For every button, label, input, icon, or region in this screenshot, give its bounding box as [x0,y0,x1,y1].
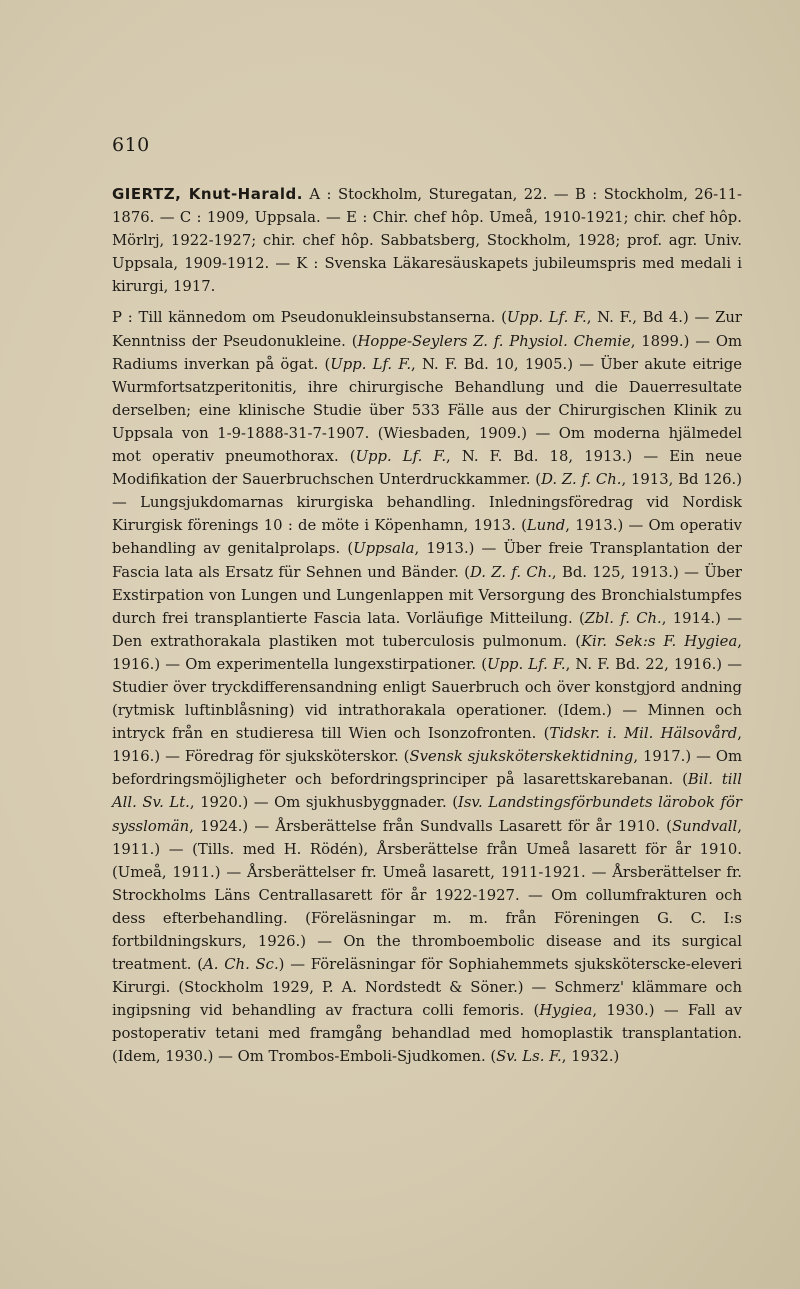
publication-text: , 1930.) — Fall av postoperativ tetani med framgång behandlad med homoplastik transplantation. (Idem, 1930.) — Om Trombos-Emboli-Sjudkomen. ( [112,1002,742,1066]
journal-citation: Uppsala [353,540,415,558]
page-number: 610 [112,134,150,156]
biography-entry [112,183,742,1069]
publication-text: , N. F., Bd 4.) — Zur Kenntniss der Pseudonukleine. ( [112,309,742,350]
journal-citation: Tidskr. i. Mil. Hälsovård [549,725,738,743]
journal-citation: Zbl. f. Ch. [584,609,662,627]
publication-text: , N. F. Bd. 22, 1916.) — Studier över tryckdifferensandning enligt Sauerbruch och över konstgjord andning (rytmisk luftinblåsning) vid intrathorakala operationer. (Idem.) — Minnen och intryck från en studieresa till Wien och Isonzofronten. ( [112,655,742,743]
journal-citation: Lund [526,517,566,535]
journal-citation: Upp. Lf. F. [355,448,447,466]
journal-citation: Hoppe-Seylers Z. f. Physiol. Chemie [357,332,631,350]
entry-headword: GIERTZ, Knut-Harald. [112,185,303,203]
journal-citation: Svensk sjuksköterskektidning [409,748,634,766]
publication-text: , 1932.) [561,1048,620,1066]
journal-citation: D. Z. f. Ch. [469,563,552,581]
publication-text: , 1911.) — (Tills. med H. Rödén), Årsberättelse från Umeå lasarett för år 1910. (Umeå, 1911.) — Årsberättelser fr. Umeå lasarett, 1911-1921. — Årsberättelser fr. Strockholms Läns Centrallasarett för år 1922-1927. — Om collumfrakturen och dess efterbehandling. (Föreläsningar m. m. från Föreningen G. C. I:s fortbildningskurs, 1926.) — On the thromboembolic disease and its surgical treatment. ( [112,817,742,974]
publication-text: P : Till kännedom om Pseudonukleinsubstanserna. ( [112,309,507,327]
publication-text: ) — Föreläsningar för Sophiahemmets sjuksköterscke-eleveri Kirurgi. (Stockholm 1929, P. A. Nordstedt & Söner.) — Schmerz' klämmare och ingipsning vid behandling av fractura colli femoris. ( [112,956,742,1020]
journal-citation: Upp. Lf. F. [506,309,587,327]
publication-text: , 1913.) — Über freie Transplantation der Fascia lata als Ersatz für Sehnen und Bänder. ( [112,540,742,581]
journal-citation: Sundvall [671,817,738,835]
publication-text: , N. F. Bd. 10, 1905.) — Über akute eitrige Wurmfortsatzperitonitis, ihre chirurgische Behandlung und die Dauerresultate derselben; eine klinische Studie über 533 Fälle aus der Chirurgischen Klinik zu Uppsala von 1-9-1888-31-7-1907. (Wiesbaden, 1909.) — Om moderna hjälmedel mot operativ pneumothorax. ( [112,355,742,466]
publication-text: , 1914.) — Den extrathorakala plastiken mot tuberculosis pulmonum. ( [112,609,742,650]
publication-text: , N. F. Bd. 18, 1913.) — Ein neue Modifikation der Sauerbruchschen Unterdruckkammer. ( [112,448,742,489]
journal-citation: Hygiea [539,1002,593,1020]
journal-citation: Kir. Sek:s F. Hygiea [580,632,738,650]
journal-citation: D. Z. f. Ch. [541,471,622,489]
journal-citation: Bil. till All. Sv. Lt. [112,771,743,812]
publication-text: , 1920.) — Om sjukhusbyggnader. ( [189,794,458,812]
publication-list [112,306,742,1068]
publication-text: , 1899.) — Om Radiums inverkan på ögat. ( [112,332,743,373]
journal-citation: Isv. Landstingsförbundets lärobok för sysslomän [112,794,742,835]
publication-text: , 1924.) — Årsberättelse från Sundvalls Lasarett för år 1910. ( [189,817,672,835]
publication-text: , Bd. 125, 1913.) — Über Exstirpation von Lungen und Lungenlappen mit Versorgung des Bronchialstumpfes durch frei transplantierte Fascia lata. Vorläufige Mitteilung. ( [112,563,742,627]
journal-citation: A. Ch. Sc. [203,956,279,974]
journal-citation: Sv. Ls. F. [496,1048,562,1066]
publication-text: , 1916.) — Föredrag för sjuksköterskor. ( [112,725,742,766]
publication-text: , 1913.) — Om operativ behandling av genitalprolaps. ( [112,517,742,558]
publication-text: , 1917.) — Om befordringsmöjligheter och befordringsprinciper på lasarettskarebanan. ( [112,748,742,789]
publication-text: , 1913, Bd 126.) — Lungsjukdomarnas kirurgiska behandling. Inledningsföredrag vid Nordisk Kirurgisk förenings 10 : de möte i Köpenhamn, 1913. ( [112,471,742,535]
journal-citation: Upp. Lf. F. [487,655,566,673]
publication-text: , 1916.) — Om experimentella lungexstirpationer. ( [112,632,742,673]
journal-citation: Upp. Lf. F. [330,355,412,373]
entry-biography [112,183,742,298]
entry-bio-text: A : Stockholm, Sturegatan, 22. — B : Stockholm, 26-11-1876. — C : 1909, Uppsala. — E : Chir. chef hôp. Umeå, 1910-1921; chir. chef hôp. Mörlrj, 1922-1927; chir. chef hôp. Sabbatsberg, Stockholm, 1928; prof. agr. Univ. Uppsala, 1909-1912. — K : Svenska Läkaresäuskapets jubileumspris med medali i kirurgi, 1917. [112,186,742,296]
